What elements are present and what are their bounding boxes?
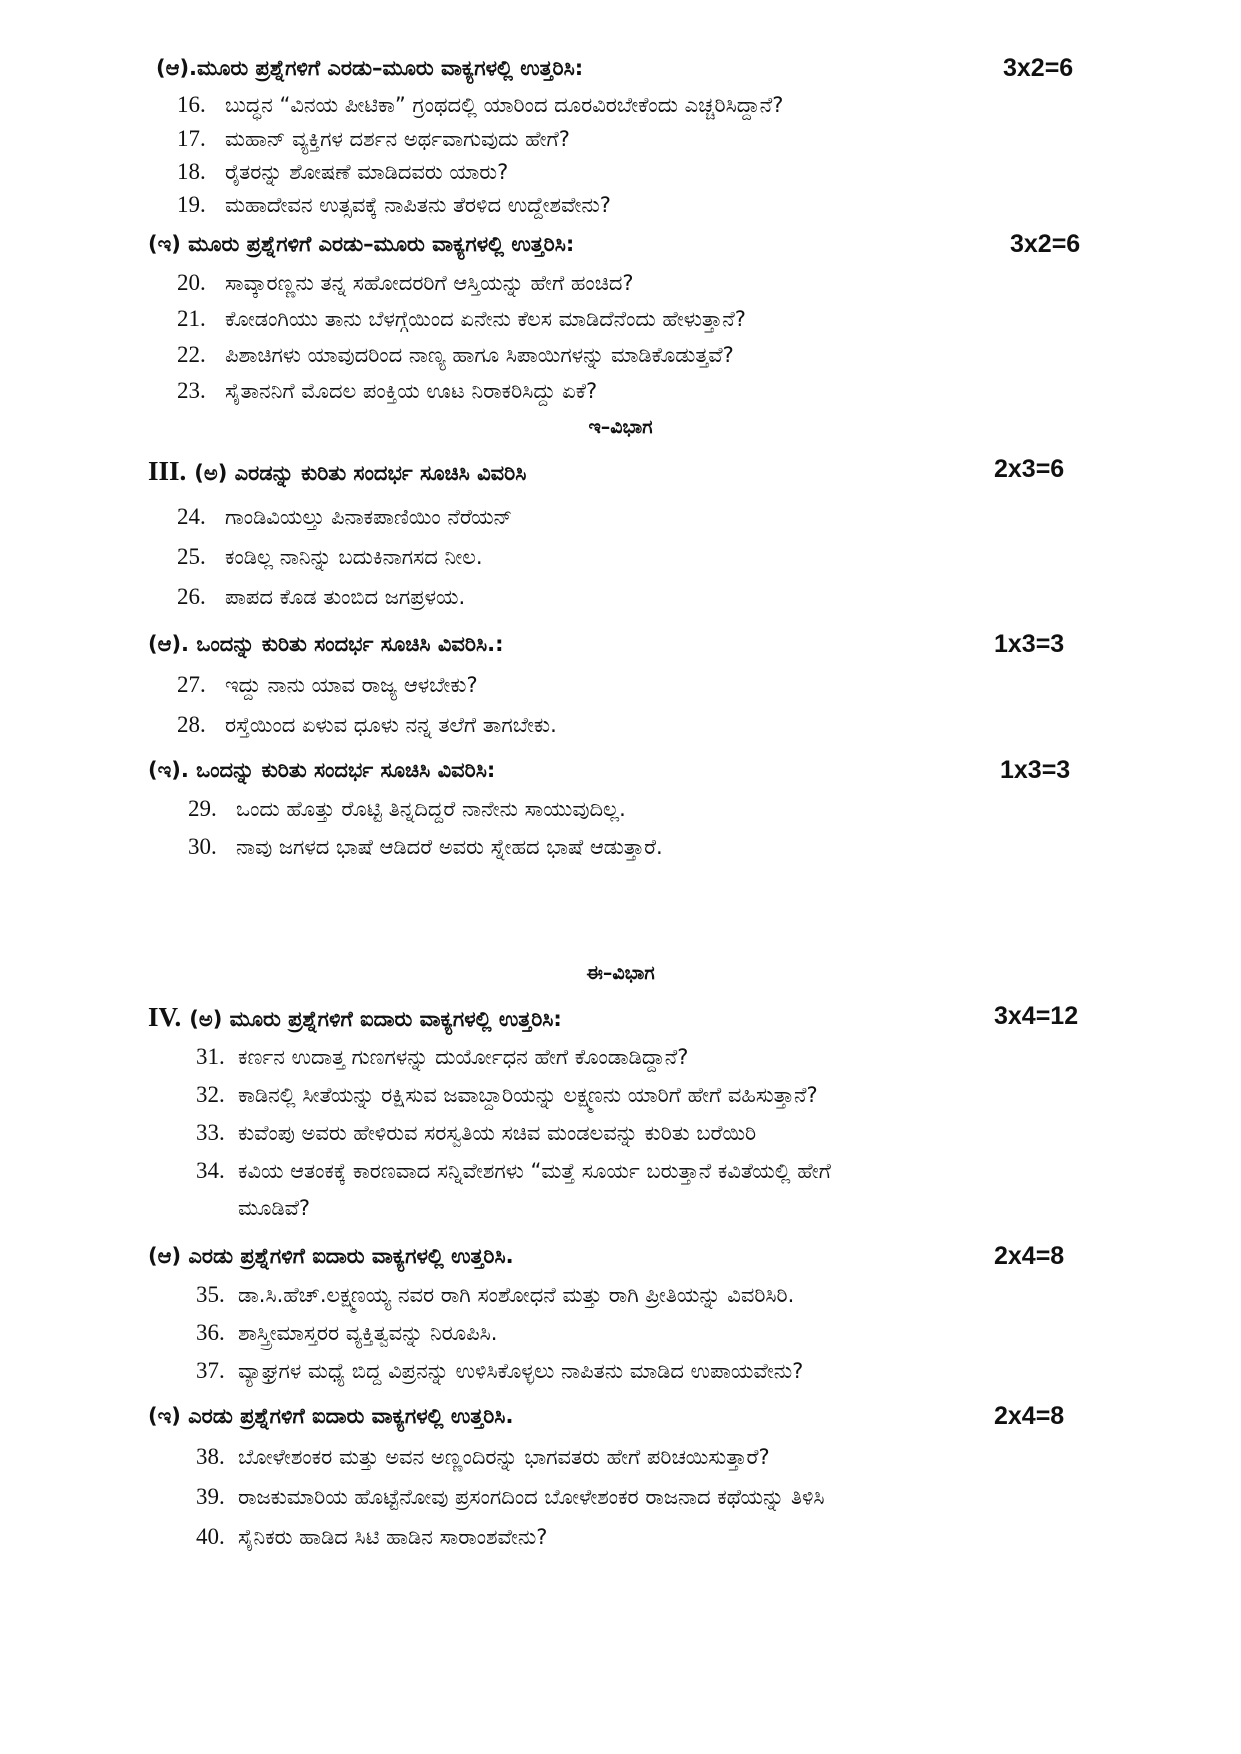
question-number: 25.: [177, 544, 206, 569]
section-heading-text: (ಅ) ಎರಡನ್ನು ಕುರಿತು ಸಂದರ್ಭ ಸೂಚಿಸಿ ವಿವರಿಸಿ: [194, 461, 527, 485]
question-26: [177, 584, 465, 610]
marks-label: 2x3=6: [994, 455, 1065, 483]
question-text: ಡಾ.ಸಿ.ಹೆಚ್.ಲಕ್ಷ್ಮಣಯ್ಯ ನವರ ರಾಗಿ ಸಂಶೋಧನೆ ಮತ್ತು ರಾಗಿ ಪ್ರೀತಿಯನ್ನು ವಿವರಿಸಿರಿ.: [238, 1283, 795, 1307]
question-text: ಪಿಶಾಚಿಗಳು ಯಾವುದರಿಂದ ನಾಣ್ಯ ಹಾಗೂ ಸಿಪಾಯಿಗಳನ್ನು ಮಾಡಿಕೊಡುತ್ತವೆ?: [225, 343, 734, 367]
question-20: [177, 270, 634, 296]
question-22: [177, 342, 734, 368]
question-number: 31.: [196, 1044, 225, 1069]
section-heading: (ಇ) ಮೂರು ಪ್ರಶ್ನೆಗಳಿಗೆ ಎರಡು–ಮೂರು ವಾಕ್ಯಗಳಲ್ಲಿ ಉತ್ತರಿಸಿ:: [148, 232, 575, 256]
question-34-continuation: ಮೂಡಿವೆ?: [238, 1196, 311, 1220]
question-number: 17.: [177, 126, 206, 151]
question-16: [177, 92, 783, 118]
question-25: [177, 544, 483, 570]
roman-numeral: III.: [148, 456, 187, 486]
question-37: [196, 1358, 803, 1384]
question-text: ಸಾವ್ಕಾರಣ್ಣನು ತನ್ನ ಸಹೋದರರಿಗೆ ಆಸ್ತಿಯನ್ನು ಹೇಗೆ ಹಂಚಿದ?: [225, 271, 634, 295]
question-23: [177, 378, 597, 404]
question-number: 18.: [177, 159, 206, 184]
section-label: ಈ–ವಿಭಾಗ: [586, 962, 655, 984]
question-number: 30.: [188, 834, 217, 859]
question-39: [196, 1484, 825, 1510]
question-number: 36.: [196, 1320, 225, 1345]
section-heading: (ಇ). ಒಂದನ್ನು ಕುರಿತು ಸಂದರ್ಭ ಸೂಚಿಸಿ ವಿವರಿಸಿ:: [148, 758, 496, 782]
question-number: 37.: [196, 1358, 225, 1383]
question-text: ವ್ಯಾಘ್ರಗಳ ಮಧ್ಯೆ ಬಿದ್ದ ವಿಪ್ರನನ್ನು ಉಳಿಸಿಕೊಳ್ಳಲು ನಾಪಿತನು ಮಾಡಿದ ಉಪಾಯವೇನು?: [238, 1359, 804, 1383]
question-17: [177, 126, 570, 152]
question-19: [177, 192, 611, 218]
question-29: [188, 796, 626, 822]
question-number: 27.: [177, 672, 206, 697]
question-text: ನಾವು ಜಗಳದ ಭಾಷೆ ಆಡಿದರೆ ಅವರು ಸ್ನೇಹದ ಭಾಷೆ ಆಡುತ್ತಾರೆ.: [236, 835, 663, 859]
question-text: ಪಾಪದ ಕೊಡ ತುಂಬಿದ ಜಗಪ್ರಳಯ.: [225, 585, 466, 609]
question-28: [177, 712, 557, 738]
question-number: 32.: [196, 1082, 225, 1107]
question-36: [196, 1320, 497, 1346]
section-heading: (ಇ) ಎರಡು ಪ್ರಶ್ನೆಗಳಿಗೆ ಐದಾರು ವಾಕ್ಯಗಳಲ್ಲಿ ಉತ್ತರಿಸಿ.: [148, 1404, 514, 1428]
question-text: ಬುದ್ಧನ “ವಿನಯ ಪೀಟಿಕಾ” ಗ್ರಂಥದಲ್ಲಿ ಯಾರಿಂದ ದೂರವಿರಬೇಕೆಂದು ಎಚ್ಚರಿಸಿದ್ದಾನೆ?: [225, 93, 784, 117]
marks-label: 1x3=3: [1000, 756, 1071, 784]
roman-numeral: IV.: [148, 1002, 182, 1032]
question-text: ಗಾಂಡಿವಿಯಲ್ತು ಪಿನಾಕಪಾಣಿಯಿಂ ನೆರೆಯನ್: [225, 505, 513, 529]
question-text: ಮಹಾನ್ ವ್ಯಕ್ತಿಗಳ ದರ್ಶನ ಅರ್ಥವಾಗುವುದು ಹೇಗೆ?: [225, 127, 570, 151]
question-text: ಸೈನಿಕರು ಹಾಡಿದ ಸಿಟಿ ಹಾಡಿನ ಸಾರಾಂಶವೇನು?: [238, 1525, 548, 1549]
question-number: 39.: [196, 1484, 225, 1509]
question-text: ಕಂಡಿಲ್ಲ ನಾನಿನ್ನು ಬದುಕಿನಾಗಸದ ನೀಲ.: [225, 545, 483, 569]
question-35: [196, 1282, 794, 1308]
question-number: 24.: [177, 504, 206, 529]
question-text: ಕೋಡಂಗಿಯು ತಾನು ಬೆಳಗ್ಗೆಯಿಂದ ಏನೇನು ಕೆಲಸ ಮಾಡಿದೆನೆಂದು ಹೇಳುತ್ತಾನೆ?: [225, 307, 746, 331]
question-number: 16.: [177, 92, 206, 117]
question-38: [196, 1444, 770, 1470]
question-31: [196, 1044, 688, 1070]
question-number: 21.: [177, 306, 206, 331]
marks-label: 1x3=3: [994, 630, 1065, 658]
question-text: ಕಾಡಿನಲ್ಲಿ ಸೀತೆಯನ್ನು ರಕ್ಷಿಸುವ ಜವಾಬ್ದಾರಿಯನ್ನು ಲಕ್ಷ್ಮಣನು ಯಾರಿಗೆ ಹೇಗೆ ವಹಿಸುತ್ತಾನೆ?: [238, 1083, 818, 1107]
question-21: [177, 306, 746, 332]
question-number: 23.: [177, 378, 206, 403]
question-text: ರಾಜಕುಮಾರಿಯ ಹೊಟ್ಟೆನೋವು ಪ್ರಸಂಗದಿಂದ ಬೋಳೇಶಂಕರ ರಾಜನಾದ ಕಥೆಯನ್ನು ತಿಳಿಸಿ: [238, 1485, 825, 1509]
question-30: [188, 834, 663, 860]
question-18: [177, 159, 508, 185]
question-text: ಶಾಸ್ತ್ರೀಮಾಸ್ತರರ ವ್ಯಕ್ತಿತ್ವವನ್ನು ನಿರೂಪಿಸಿ.: [238, 1321, 498, 1345]
question-text: ರೈತರನ್ನು ಶೋಷಣೆ ಮಾಡಿದವರು ಯಾರು?: [225, 160, 509, 184]
question-text: ಕರ್ಣನ ಉದಾತ್ತ ಗುಣಗಳನ್ನು ದುರ್ಯೋಧನ ಹೇಗೆ ಕೊಂಡಾಡಿದ್ದಾನೆ?: [238, 1045, 689, 1069]
question-number: 40.: [196, 1524, 225, 1549]
question-34: [196, 1158, 831, 1184]
marks-label: 2x4=8: [994, 1242, 1065, 1270]
question-number: 38.: [196, 1444, 225, 1469]
question-40: [196, 1524, 547, 1550]
question-text: ಒಂದು ಹೊತ್ತು ರೊಟ್ಟಿ ತಿನ್ನದಿದ್ದರೆ ನಾನೇನು ಸಾಯುವುದಿಲ್ಲ.: [236, 797, 626, 821]
question-32: [196, 1082, 818, 1108]
question-number: 19.: [177, 192, 206, 217]
question-33: [196, 1120, 756, 1146]
section-heading: (ಆ) ಎರಡು ಪ್ರಶ್ನೆಗಳಿಗೆ ಐದಾರು ವಾಕ್ಯಗಳಲ್ಲಿ ಉತ್ತರಿಸಿ.: [148, 1244, 514, 1268]
question-number: 26.: [177, 584, 206, 609]
question-number: 34.: [196, 1158, 225, 1183]
section-heading: [148, 456, 526, 487]
question-text: ಮಹಾದೇವನ ಉತ್ಸವಕ್ಕೆ ನಾಪಿತನು ತೆರಳಿದ ಉದ್ದೇಶವೇನು?: [225, 193, 611, 217]
marks-label: 3x2=6: [1010, 230, 1081, 258]
marks-label: 2x4=8: [994, 1402, 1065, 1430]
question-number: 22.: [177, 342, 206, 367]
question-number: 28.: [177, 712, 206, 737]
question-number: 20.: [177, 270, 206, 295]
section-heading: (ಆ).ಮೂರು ಪ್ರಶ್ನೆಗಳಿಗೆ ಎರಡು–ಮೂರು ವಾಕ್ಯಗಳಲ್ಲಿ ಉತ್ತರಿಸಿ:: [156, 56, 584, 80]
question-number: 33.: [196, 1120, 225, 1145]
section-label: ಇ–ವಿಭಾಗ: [588, 416, 653, 438]
question-text: ಸೈತಾನನಿಗೆ ಮೊದಲ ಪಂಕ್ತಿಯ ಊಟ ನಿರಾಕರಿಸಿದ್ದು ಏಕೆ?: [225, 379, 598, 403]
question-text: ಇದ್ದು ನಾನು ಯಾವ ರಾಜ್ಯ ಆಳಬೇಕು?: [225, 673, 478, 697]
question-text: ಕುವೆಂಪು ಅವರು ಹೇಳಿರುವ ಸರಸ್ವತಿಯ ಸಚಿವ ಮಂಡಲವನ್ನು ಕುರಿತು ಬರೆಯಿರಿ: [238, 1121, 757, 1145]
question-number: 29.: [188, 796, 217, 821]
question-text: ಬೋಳೇಶಂಕರ ಮತ್ತು ಅವನ ಅಣ್ಣಂದಿರನ್ನು ಭಾಗವತರು ಹೇಗೆ ಪರಿಚಯಿಸುತ್ತಾರೆ?: [238, 1445, 770, 1469]
section-heading: (ಆ). ಒಂದನ್ನು ಕುರಿತು ಸಂದರ್ಭ ಸೂಚಿಸಿ ವಿವರಿಸಿ.:: [148, 632, 504, 656]
question-number: 35.: [196, 1282, 225, 1307]
marks-label: 3x4=12: [994, 1002, 1079, 1030]
question-24: [177, 504, 512, 530]
question-27: [177, 672, 478, 698]
section-heading-text: (ಅ) ಮೂರು ಪ್ರಶ್ನೆಗಳಿಗೆ ಐದಾರು ವಾಕ್ಯಗಳಲ್ಲಿ ಉತ್ತರಿಸಿ:: [189, 1007, 562, 1031]
question-text: ರಸ್ತೆಯಿಂದ ಏಳುವ ಧೂಳು ನನ್ನ ತಲೆಗೆ ತಾಗಬೇಕು.: [225, 713, 557, 737]
question-text: ಕವಿಯ ಆತಂಕಕ್ಕೆ ಕಾರಣವಾದ ಸನ್ನಿವೇಶಗಳು “ಮತ್ತೆ ಸೂರ್ಯ ಬರುತ್ತಾನೆ ಕವಿತೆಯಲ್ಲಿ ಹೇಗೆ: [238, 1159, 831, 1183]
section-heading: [148, 1002, 562, 1033]
marks-label: 3x2=6: [1003, 54, 1074, 82]
